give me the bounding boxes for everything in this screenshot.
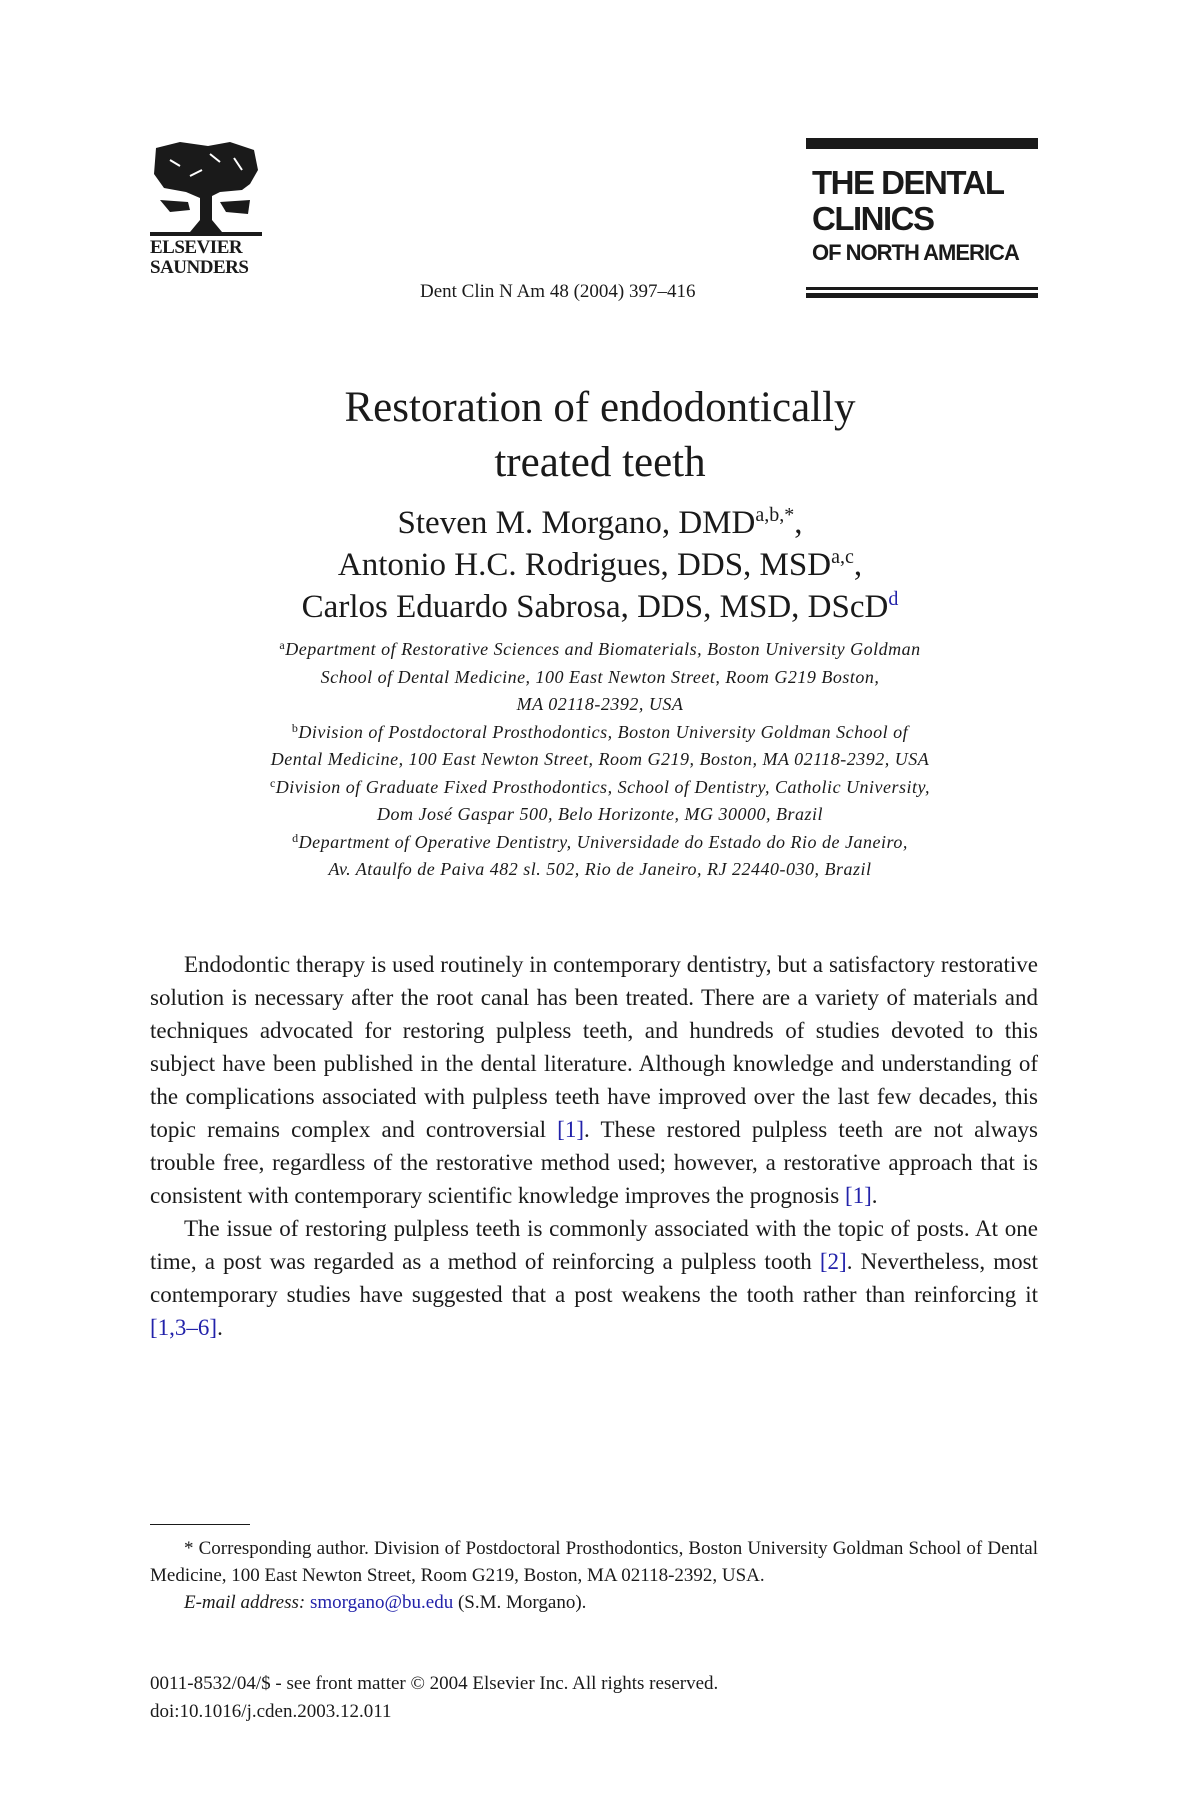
affiliation-mark: b (291, 720, 299, 735)
body-text: Endodontic therapy is used routinely in contemporary dentistry, but a satisfactory restorative solution is necessary after the root canal has been treated. There are a variety of materials and techniques advocated for restoring pulpless teeth, and hundreds of studies devoted to this subject have been published in the dental literature. Although knowledge and understanding of the complications associated with pulpless teeth have improved over the last few decades, this topic remains complex and controversial (150, 952, 1038, 1142)
journal-name-line3: OF NORTH AMERICA (812, 240, 1019, 265)
footnote-mark: * (184, 1538, 194, 1559)
masthead-bottom-rule (806, 287, 1038, 290)
reference-link[interactable]: [1] (844, 1183, 872, 1208)
copyright-line: 0011-8532/04/$ - see front matter © 2004 Elsevier Inc. All rights reserved. (150, 1673, 719, 1694)
doi-line: doi:10.1016/j.cden.2003.12.011 (150, 1701, 392, 1722)
footnote-rule (150, 1524, 250, 1525)
affiliation-mark: a (279, 638, 286, 652)
article-title-line2: treated teeth (494, 439, 706, 486)
journal-masthead (812, 165, 1019, 269)
article-title-line1: Restoration of endodontically (344, 384, 856, 431)
email-link[interactable]: smorgano@bu.edu (309, 1592, 454, 1613)
body-text: The issue of restoring pulpless teeth is commonly associated with the topic of posts. At one time, a post was regarded as a method of reinforcing a pulpless tooth (150, 1216, 1038, 1274)
author-entry (150, 586, 1050, 628)
affiliation-mark: c (269, 775, 276, 790)
affiliation-line: Division of Postdoctoral Prosthodontics, Boston University Goldman School of (298, 721, 909, 742)
journal-name-line1: THE DENTAL (812, 164, 1004, 201)
affiliation-list (160, 636, 1040, 884)
email-line (150, 1589, 1038, 1616)
author-separator: , (794, 505, 803, 541)
copyright-block (150, 1670, 1038, 1726)
article-title (150, 380, 1050, 490)
affiliation-line: Dental Medicine, 100 East Newton Street, Room G219, Boston, MA 02118-2392, USA (270, 749, 930, 769)
body-text: . (871, 1183, 878, 1208)
journal-name-line2: CLINICS (812, 200, 934, 237)
publisher-name-line2: SAUNDERS (150, 257, 249, 278)
email-owner: (S.M. Morgano). (457, 1592, 587, 1613)
masthead-top-rule (806, 138, 1038, 149)
author-affil-link[interactable]: d (888, 588, 899, 610)
affiliation-line: Av. Ataulfo de Paiva 482 sl. 502, Rio de Janeiro, RJ 22440-030, Brazil (328, 859, 872, 879)
affiliation-mark: d (292, 830, 299, 845)
email-label: E-mail address: (184, 1592, 306, 1613)
masthead-bottom-rule-thick (806, 293, 1038, 298)
corresponding-author-note (150, 1535, 1038, 1589)
affiliation-line: Division of Graduate Fixed Prosthodontics, School of Dentistry, Catholic University, (275, 776, 931, 797)
author-entry (150, 502, 1050, 544)
author-affil-mark: a,c (831, 546, 854, 568)
body-paragraph (150, 948, 1038, 1212)
affiliation-line: Department of Operative Dentistry, Universidade do Estado do Rio de Janeiro, (298, 831, 908, 852)
affiliation-entry (160, 636, 1040, 719)
affiliation-entry (160, 774, 1040, 829)
affiliation-line: Dom José Gaspar 500, Belo Horizonte, MG 30000, Brazil (377, 804, 823, 824)
reference-link[interactable]: [2] (819, 1249, 847, 1274)
body-paragraph (150, 1212, 1038, 1344)
author-affil-mark: a,b,* (755, 504, 795, 526)
author-entry (150, 544, 1050, 586)
publisher-name-line1: ELSEVIER (150, 237, 243, 258)
author-name: Antonio H.C. Rodrigues, DDS, MSD (337, 547, 832, 583)
body-text: . Nevertheless, most contemporary studies have suggested that a post weakens the tooth rather than reinforcing it (150, 1249, 1038, 1307)
journal-citation: Dent Clin N Am 48 (2004) 397–416 (420, 281, 696, 302)
affiliation-line: School of Dental Medicine, 100 East Newton Street, Room G219 Boston, (320, 666, 880, 687)
affiliation-line: MA 02118-2392, USA (516, 694, 684, 714)
reference-link[interactable]: [1,3–6] (150, 1315, 218, 1340)
author-name: Steven M. Morgano, DMD (397, 505, 756, 541)
affiliation-entry (160, 719, 1040, 774)
affiliation-entry (160, 829, 1040, 884)
author-separator: , (853, 547, 863, 583)
article-body (150, 948, 1038, 1344)
affiliation-line: Department of Restorative Sciences and Biomaterials, Boston University Goldman (285, 639, 921, 659)
author-name: Carlos Eduardo Sabrosa, DDS, MSD, DScD (301, 589, 889, 625)
footnote (150, 1535, 1038, 1616)
body-text: . These restored pulpless teeth are not always trouble free, regardless of the restorative method used; however, a restorative approach that is consistent with contemporary scientific knowledge improves the prognosis (150, 1117, 1038, 1208)
publisher-name (150, 238, 270, 278)
reference-link[interactable]: [1] (557, 1117, 584, 1142)
corresponding-author-text: Corresponding author. Division of Postdoctoral Prosthodontics, Boston University Goldman School of Dental Medicine, 100 East Newton Street, Room G219, Boston, MA 02118-2392, USA. (150, 1538, 1039, 1586)
author-list (150, 502, 1050, 628)
body-text: . (217, 1315, 223, 1340)
